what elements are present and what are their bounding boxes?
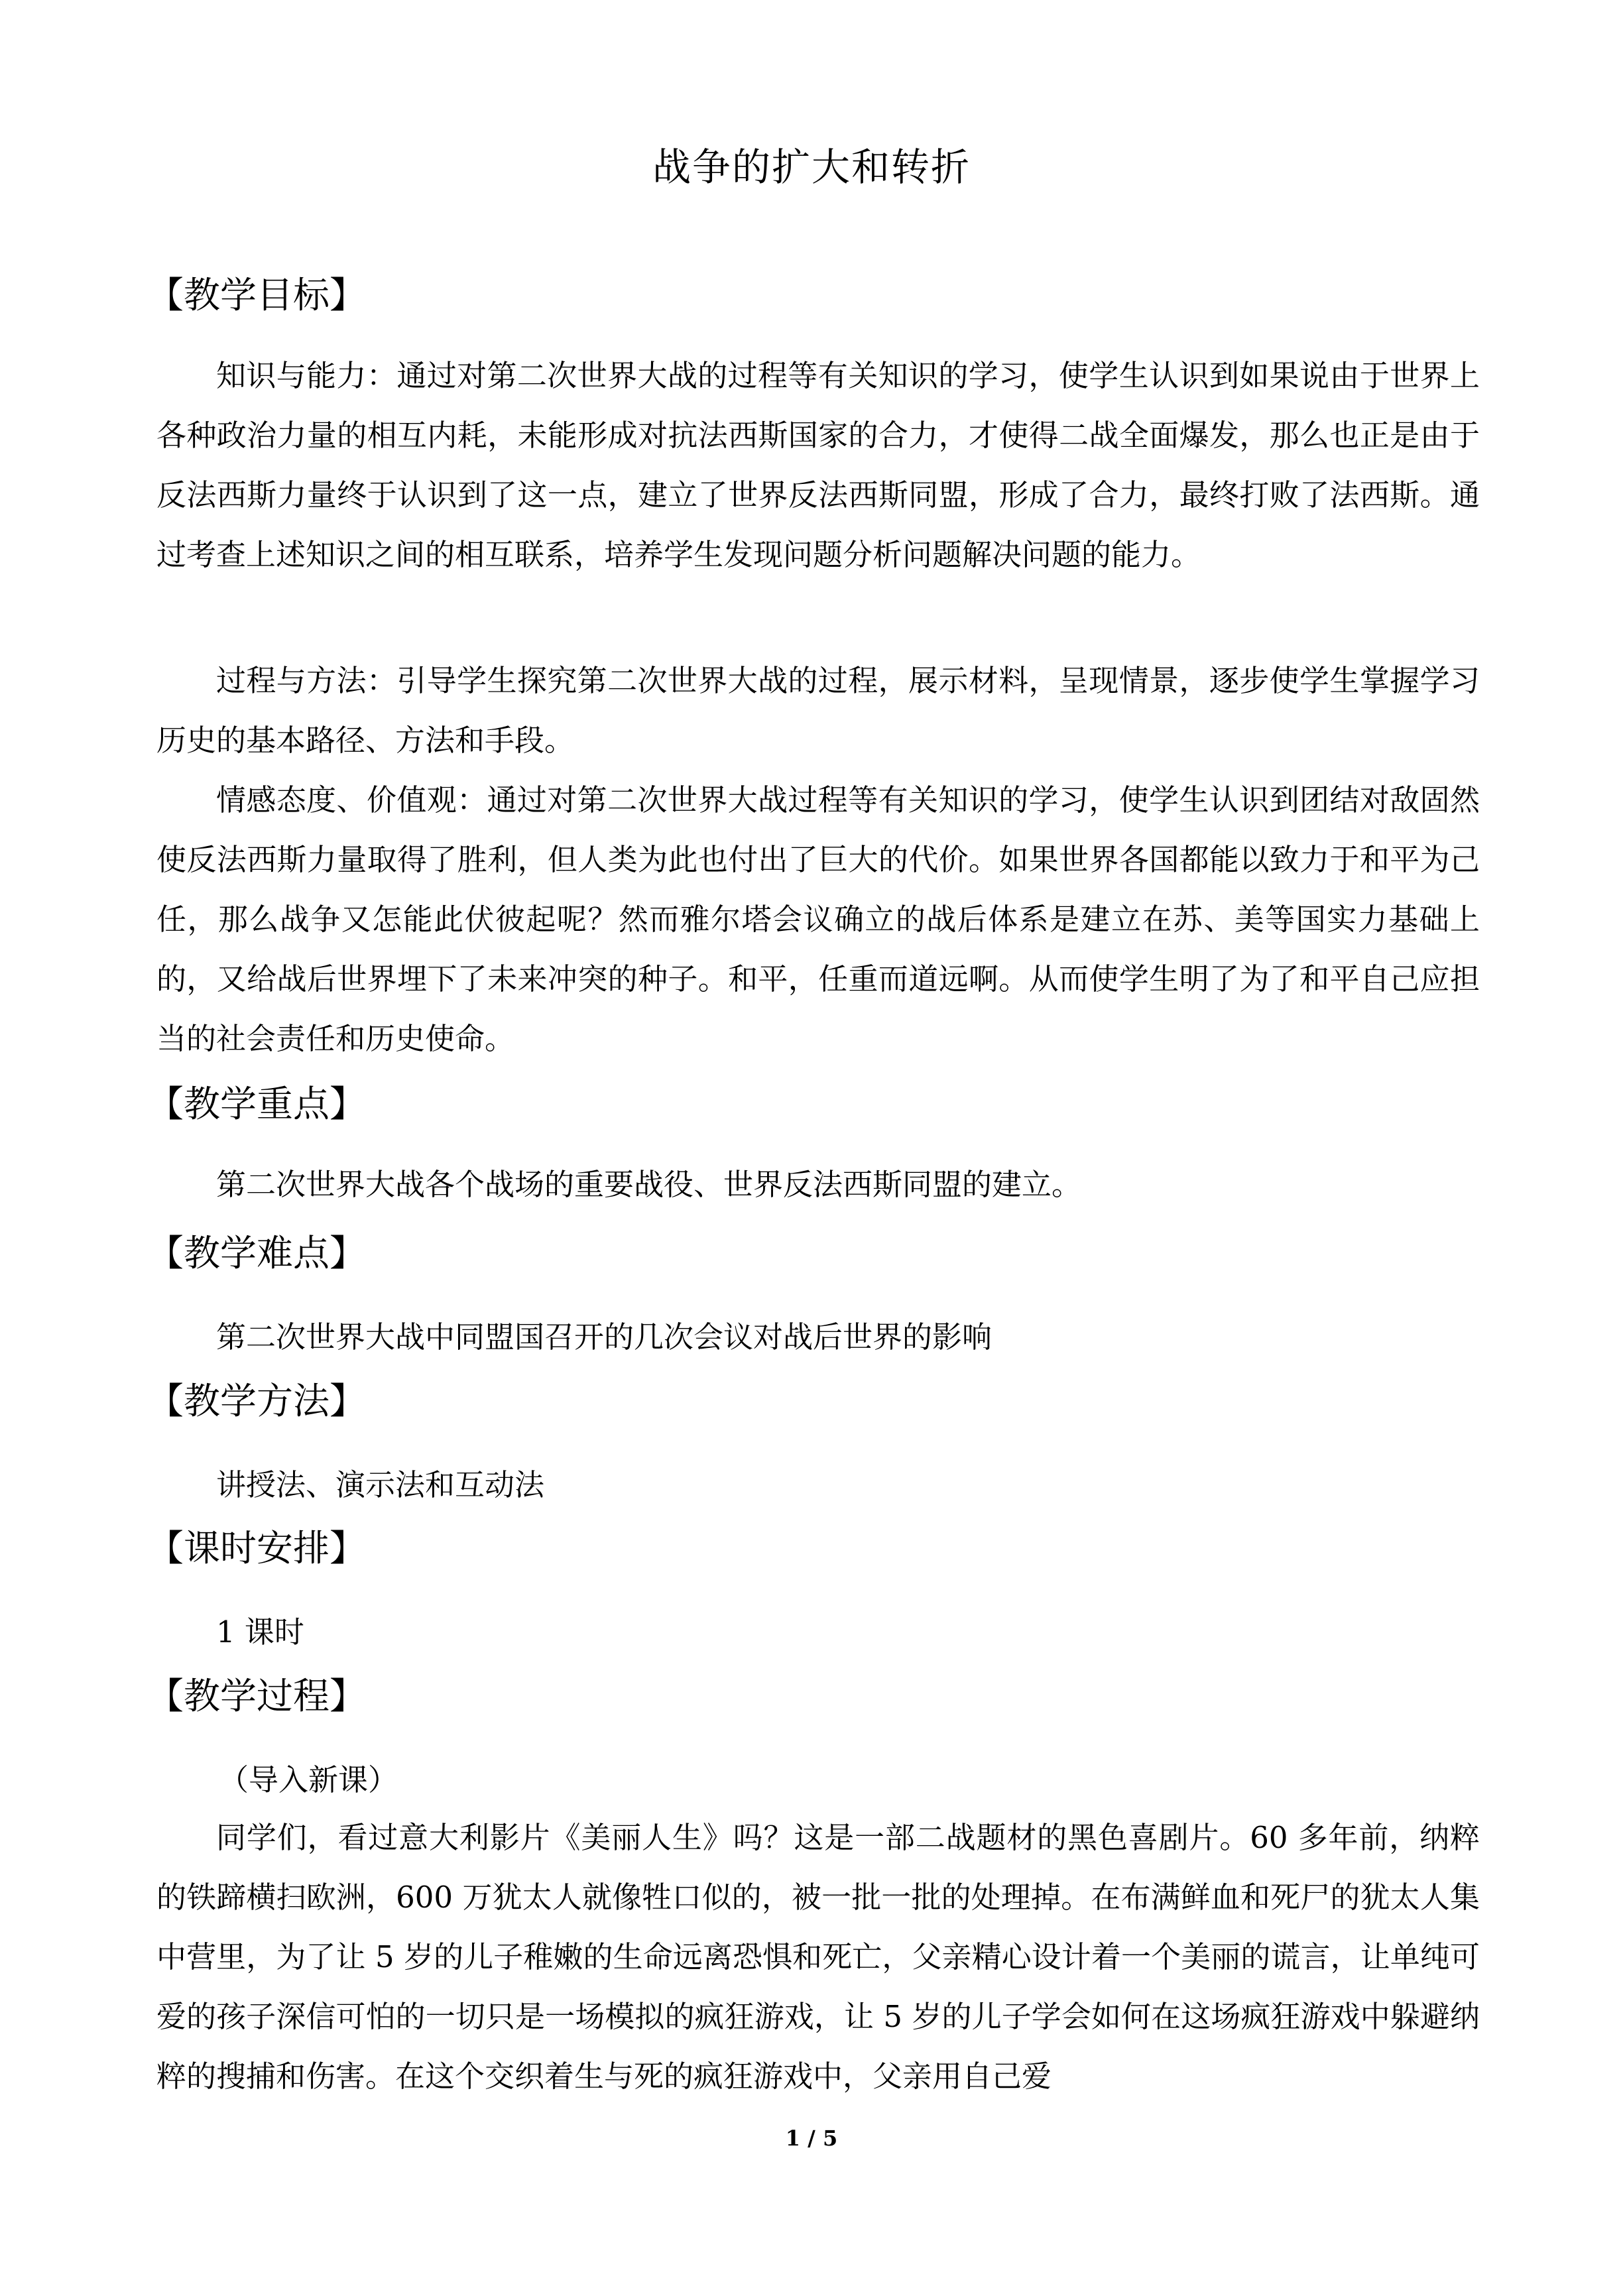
heading-methods: 【教学方法】 [147, 1380, 367, 1422]
heading-difficulties: 【教学难点】 [147, 1232, 367, 1274]
heading-process: 【教学过程】 [147, 1675, 367, 1717]
paragraph-intro: 同学们，看过意大利影片《美丽人生》吗？这是一部二战题材的黑色喜剧片。60 多年前，纳粹的铁蹄横扫欧洲，600 万犹太人就像牲口似的，被一批一批的处理掉。在布满鲜血和死尸的犹太人集中营里，为了让 5 岁的儿子稚嫩的生命远离恐惧和死亡，父亲精心设计着一个美丽的谎言，让单纯可爱的孩子深信可怕的一切只是一场模拟的疯狂游戏，让 5 岁的儿子学会如何在这场疯狂游戏中躲避纳粹的搜捕和伤害。在这个交织着生与死的疯狂游戏中，父亲用自己爱 [156, 1820, 1480, 2094]
paragraph-values: 情感态度、价值观：通过对第二次世界大战过程等有关知识的学习，使学生认识到团结对敌固然使反法西斯力量取得了胜利，但人类为此也付出了巨大的代价。如果世界各国都能以致力于和平为己任，那么战争又怎能此伏彼起呢？然而雅尔塔会议确立的战后体系是建立在苏、美等国实力基础上的，又给战后世界埋下了未来冲突的种子。和平，任重而道远啊。从而使学生明了为了和平自己应担当的社会责任和历史使命。 [156, 782, 1480, 1056]
page-number: 1 / 5 [785, 2126, 838, 2151]
schedule-text: 1 课时 [216, 1614, 304, 1650]
intro-label: （导入新课） [219, 1762, 398, 1797]
key-points-text: 第二次世界大战各个战场的重要战役、世界反法西斯同盟的建立。 [216, 1167, 1082, 1202]
paragraph-process-method: 过程与方法：引导学生探究第二次世界大战的过程，展示材料，呈现情景，逐步使学生掌握学习历史的基本路径、方法和手段。 [156, 663, 1480, 758]
paragraph-knowledge-ability: 知识与能力：通过对第二次世界大战的过程等有关知识的学习，使学生认识到如果说由于世界上各种政治力量的相互内耗，未能形成对抗法西斯国家的合力，才使得二战全面爆发，那么也正是由于反法西斯力量终于认识到了这一点，建立了世界反法西斯同盟，形成了合力，最终打败了法西斯。通过考查上述知识之间的相互联系，培养学生发现问题分析问题解决问题的能力。 [156, 358, 1480, 572]
heading-objectives: 【教学目标】 [147, 274, 367, 316]
heading-schedule: 【课时安排】 [147, 1527, 367, 1569]
difficulties-text: 第二次世界大战中同盟国召开的几次会议对战后世界的影响 [216, 1319, 992, 1355]
heading-key-points: 【教学重点】 [147, 1083, 367, 1125]
methods-text: 讲授法、演示法和互动法 [216, 1467, 545, 1502]
document-title: 战争的扩大和转折 [652, 145, 971, 190]
